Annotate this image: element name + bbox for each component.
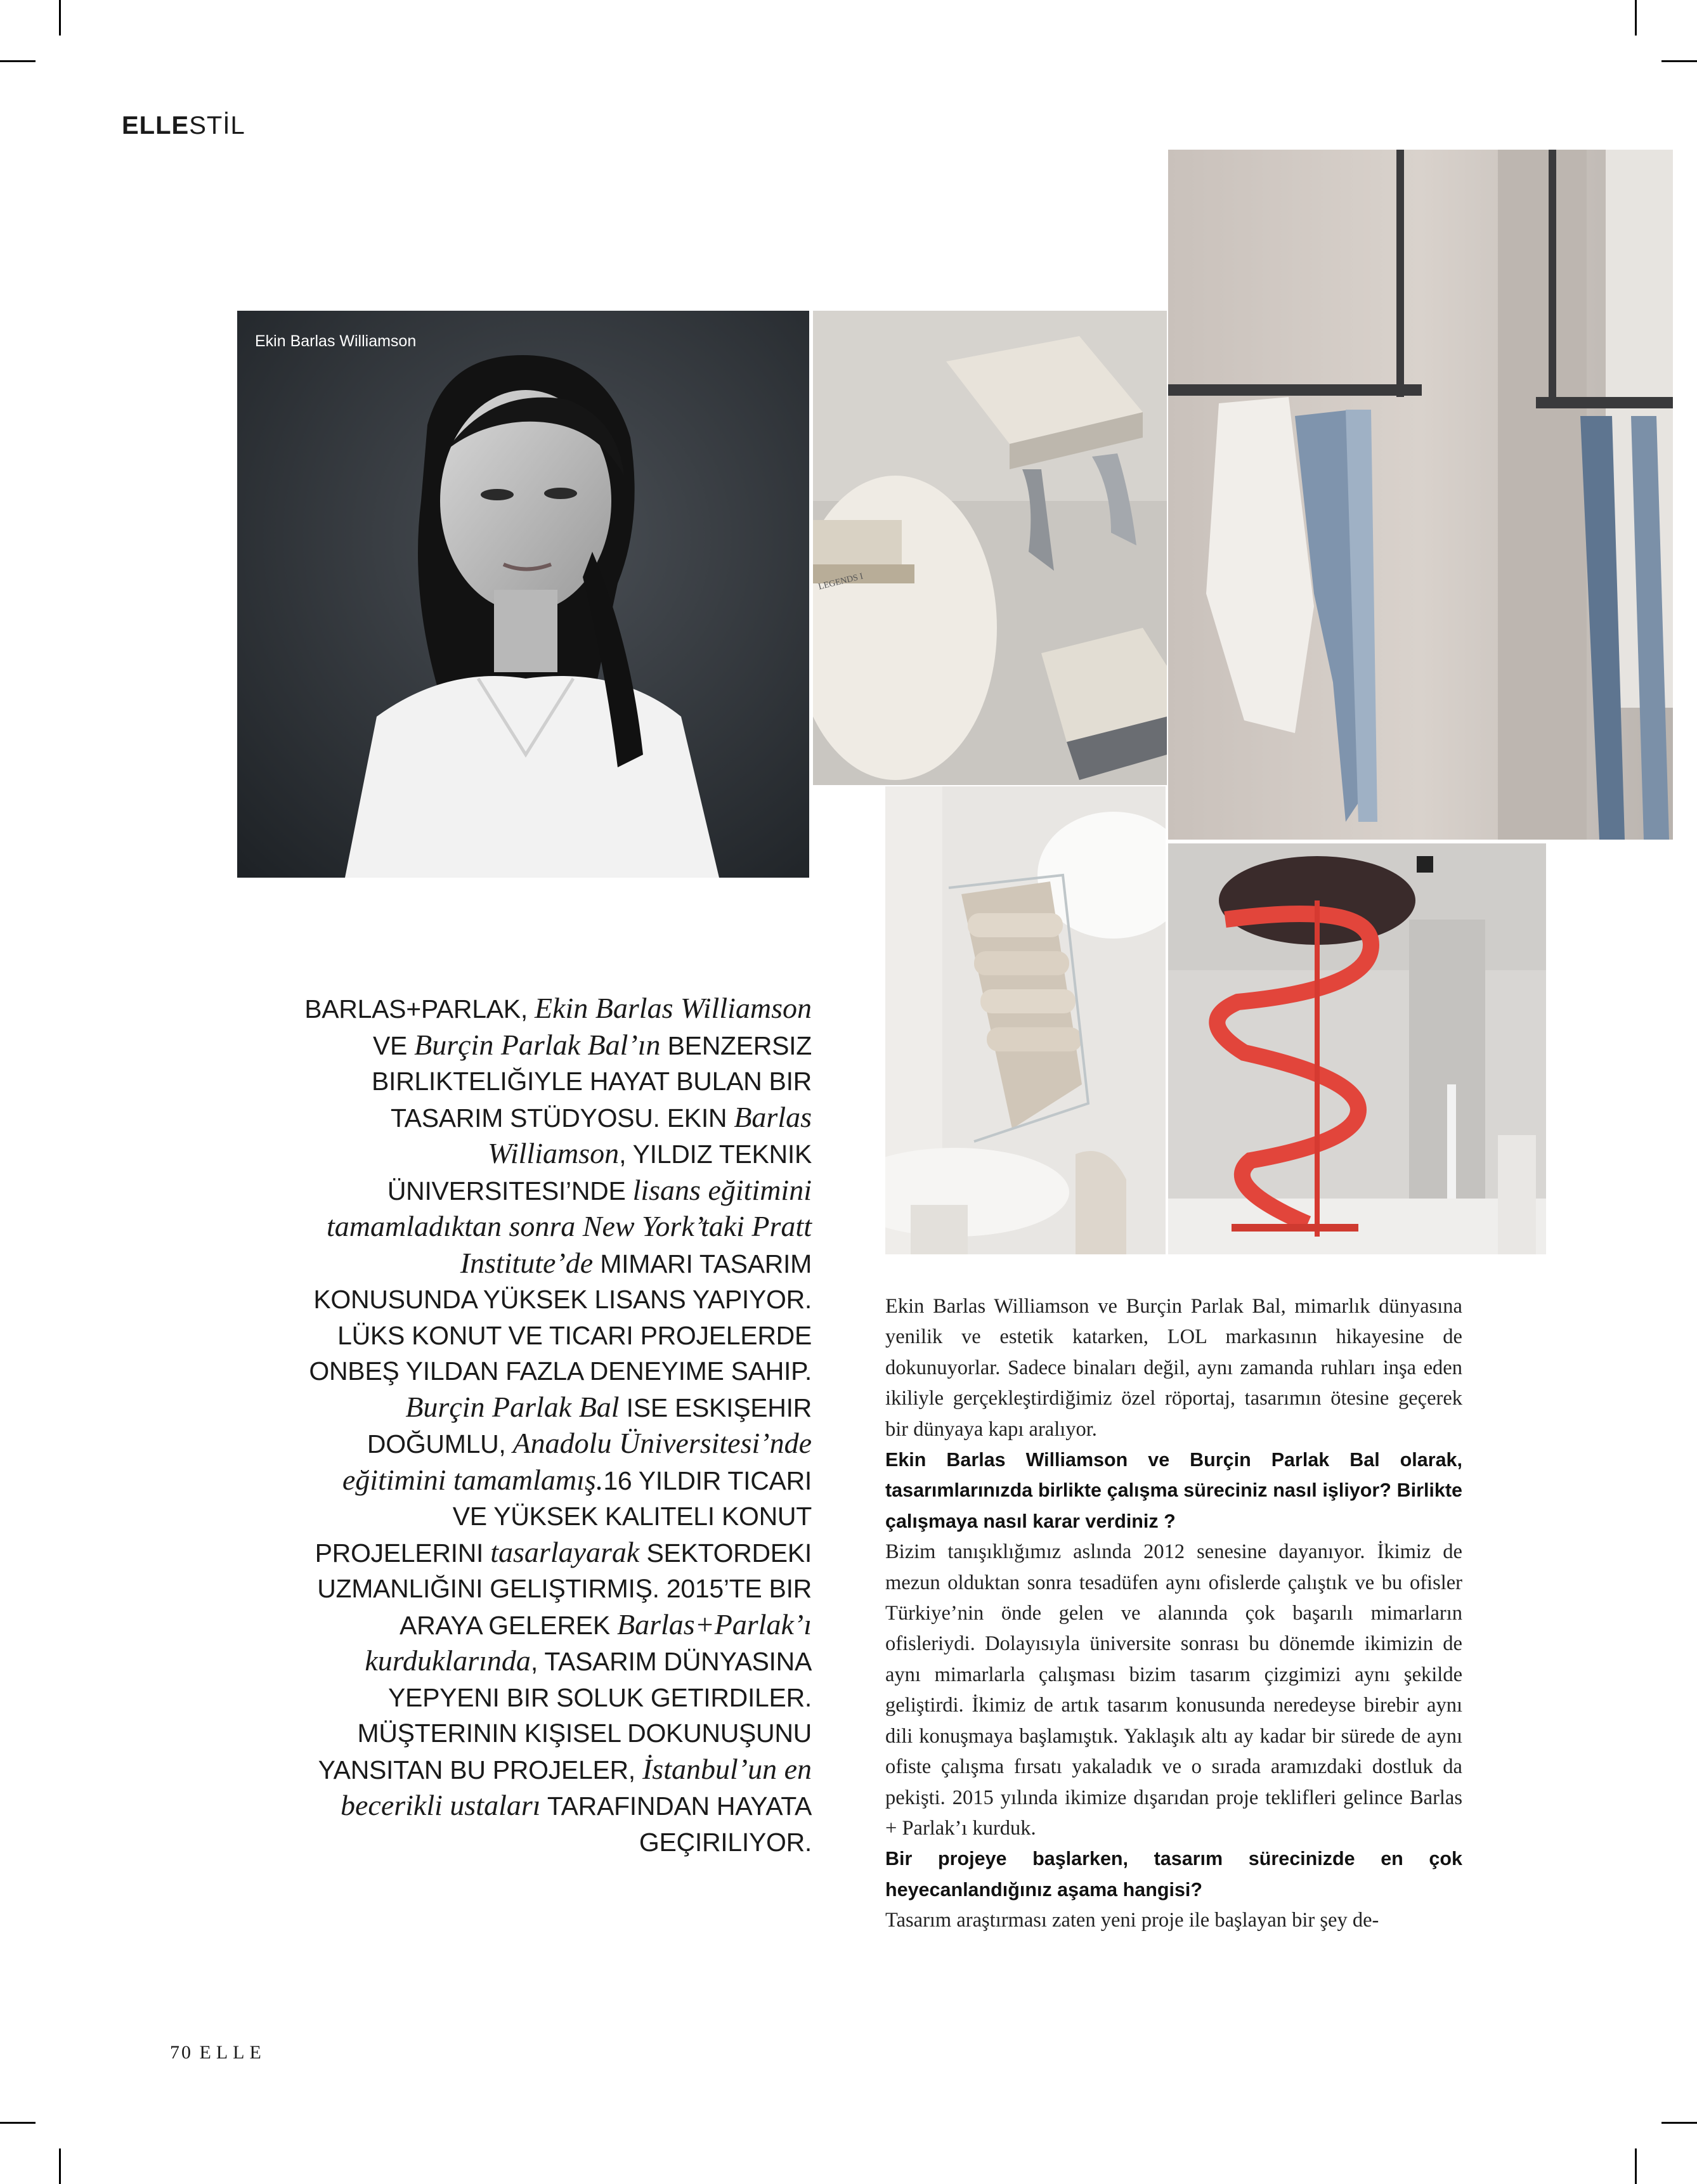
- intro-italic: Anadolu Üniversitesi’nde eğitimini tamamlamış.: [342, 1427, 812, 1496]
- clothing-rack-photo: [1168, 150, 1673, 840]
- page-folio: [170, 2042, 266, 2064]
- intro-text: SEKTORDEKI UZMANLIĞINI GELIŞTIRMIŞ. 2015’TE BIR ARAYA GELEREK: [317, 1538, 812, 1640]
- intro-italic: Burçin Parlak Bal’ın: [414, 1028, 661, 1061]
- crop-mark: [1635, 2148, 1637, 2184]
- intro-text: 16 YILDIR TICARI VE YÜKSEK KALITELI KONUT PROJELERINI: [315, 1466, 812, 1568]
- intro-text: , TASARIM DÜNYASINA YEPYENI BIR SOLUK GETIRDILER. MÜŞTERININ KIŞISEL DOKUNUŞUNU YANSITAN BU PROJELER,: [318, 1647, 812, 1784]
- intro-text: VE: [372, 1030, 415, 1060]
- answer-2: Tasarım araştırması zaten yeni proje ile başlayan bir şey de-: [885, 1909, 1379, 1932]
- crop-mark: [1661, 60, 1697, 62]
- chair-photo: [885, 786, 1166, 1254]
- page-number: 70: [170, 2042, 193, 2063]
- spiral-staircase-photo: [1168, 843, 1546, 1254]
- intro-italic: lisans eğitimini tamamladıktan sonra New York’taki Pratt Institute’de: [327, 1173, 812, 1279]
- intro-text: MIMARI TASARIM KONUSUNDA YÜKSEK LISANS YAPIYOR. LÜKS KONUT VE TICARI PROJELERDE ONBEŞ YILDAN FAZLA DENEYIME SAHIP.: [309, 1249, 812, 1386]
- answer-1: Bizim tanışıklığımız aslında 2012 senesine dayanıyor. İkimiz de mezun olduktan sonra tesadüfen aynı ofislerde çalıştık ve bu ofisler Türkiye’nin önde gelen ve alanında çok başarılı mimarların ofisleriydi. Dolayısıyla üniversite sonrası bu dönemde ikimizin de aynı mimarlarla çalışması bizim tasarım çizgimizi aynı şekilde geliştirdi. İkimiz de artık tasarım konusunda neredeyse birebir aynı dili konuşmaya başlamıştık. Yaklaşık altı ay kadar bir sürede de aynı ofiste çalışma fırsatı yakaladık ve o sırada aramızdaki dostluk da pekişti. 2015 yılında ikimize dışarıdan proje teklifleri gelince Barlas + Parlak’ı kurduk.: [885, 1540, 1462, 1840]
- crop-mark: [59, 0, 61, 36]
- crop-mark: [59, 2148, 61, 2184]
- book-spine-text: LEGENDS I: [817, 571, 864, 592]
- lead-paragraph: Ekin Barlas Williamson ve Burçin Parlak Bal, mimarlık dünyasına yenilik ve estetik katarken, LOL markasının hikayesine de dokunuyorlar. Sadece binaları değil, aynı zamanda ruhları inşa eden ikiliyle gerçekleştirdiğimiz özel röportaj, tasarımın ötesine geçerek bir dünyaya kapı aralıyor.: [885, 1295, 1462, 1441]
- crop-mark: [1635, 0, 1637, 36]
- magazine-brand: ELLE: [122, 112, 190, 140]
- intro-italic: Barlas+Parlak’ı kurduklarında: [365, 1608, 812, 1677]
- intro-text: ISE ESKIŞEHIR DOĞUMLU,: [367, 1393, 812, 1459]
- intro-italic: Burçin Parlak Bal: [405, 1390, 620, 1423]
- intro-italic: İstanbul’un en becerikli ustaları: [341, 1752, 812, 1821]
- crop-mark: [0, 2122, 36, 2124]
- intro-text: , YILDIZ TEKNIK ÜNIVERSITESI’NDE: [387, 1140, 812, 1206]
- intro-text: BARLAS+PARLAK,: [304, 994, 535, 1024]
- intro-italic: Barlas Williamson: [488, 1100, 812, 1169]
- intro-paragraph: [304, 991, 812, 1860]
- crop-mark: [1661, 2122, 1697, 2124]
- question-2: Bir projeye başlarken, tasarım sürecinizde en çok heyecanlandığınız aşama hangisi?: [885, 1848, 1462, 1901]
- intro-italic: tasarlayarak: [490, 1535, 640, 1568]
- crop-mark: [0, 60, 36, 62]
- intro-text: BENZERSIZ BIRLIKTELIĞIYLE HAYAT BULAN BIR TASARIM STÜDYOSU. EKIN: [371, 1030, 812, 1133]
- question-1: Ekin Barlas Williamson ve Burçin Parlak Bal olarak, tasarımlarınızda birlikte çalışma süreciniz nasıl işliyor? Birlikte çalışmaya nasıl karar verdiniz ?: [885, 1449, 1462, 1532]
- section-label: [122, 112, 245, 140]
- stool-photo: [813, 311, 1167, 785]
- footer-brand: ELLE: [199, 2042, 266, 2063]
- portrait-photo: [237, 311, 809, 878]
- intro-text: TARAFINDAN HAYATA GEÇIRILIYOR.: [540, 1791, 812, 1857]
- article-body: [885, 1291, 1462, 1936]
- section-name: STİL: [189, 112, 245, 140]
- photo-caption: Ekin Barlas Williamson: [255, 332, 417, 350]
- intro-italic: Ekin Barlas Williamson: [535, 992, 812, 1024]
